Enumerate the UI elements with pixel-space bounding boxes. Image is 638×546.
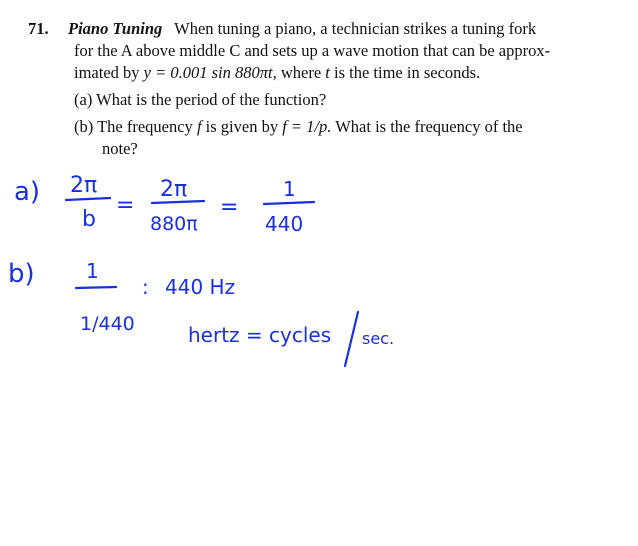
- fraction3-bar: [264, 202, 314, 204]
- fraction4-numerator: 1: [86, 259, 99, 283]
- equals-sign-2: =: [220, 195, 239, 220]
- wave-equation: y = 0.001 sin 880πt,: [143, 63, 277, 82]
- part-a-label: a): [14, 177, 41, 207]
- fraction4-denominator: 1/440: [80, 313, 135, 335]
- line3-text-c: is the time in seconds.: [334, 63, 481, 82]
- fraction1-bar: [66, 198, 110, 200]
- fraction2-denominator: 880π: [150, 213, 198, 235]
- fraction1-denominator: b: [82, 207, 96, 232]
- line3-text-b: where: [280, 63, 322, 82]
- hertz-definition-seconds: sec.: [362, 329, 395, 348]
- part-b-text-1: (b) The frequency: [74, 117, 193, 136]
- line3-text-a: imated by: [74, 63, 140, 82]
- equals-sign-1: =: [116, 193, 135, 218]
- part-a: (a) What is the period of the function?: [74, 90, 327, 109]
- frequency-variable: f: [196, 117, 202, 136]
- part-b-text-2: is given by: [205, 117, 279, 136]
- hertz-definition: hertz = cycles: [188, 323, 332, 347]
- part-b-text-3: What is the frequency of the: [335, 117, 523, 136]
- time-variable: t: [325, 63, 330, 82]
- frequency-equation: f = 1/p.: [282, 117, 332, 136]
- fraction3-numerator: 1: [283, 177, 296, 201]
- colon-sign: :: [142, 275, 149, 299]
- fraction4-bar: [76, 287, 116, 288]
- problem-line-2: for the A above middle C and sets up a wave motion that can be approx-: [74, 41, 551, 60]
- fraction2-numerator: 2π: [160, 177, 188, 202]
- fraction1-numerator: 2π: [70, 173, 98, 198]
- division-slash: [345, 312, 358, 366]
- fraction3-denominator: 440: [265, 212, 304, 236]
- part-b-text-4: note?: [102, 139, 138, 158]
- problem-line1-text: When tuning a piano, a technician strikes a tuning fork: [174, 19, 537, 38]
- part-b-label: b): [8, 259, 35, 289]
- frequency-result: 440 Hz: [165, 275, 236, 299]
- problem-number: 71.: [28, 19, 49, 38]
- problem-title: Piano Tuning: [68, 19, 163, 38]
